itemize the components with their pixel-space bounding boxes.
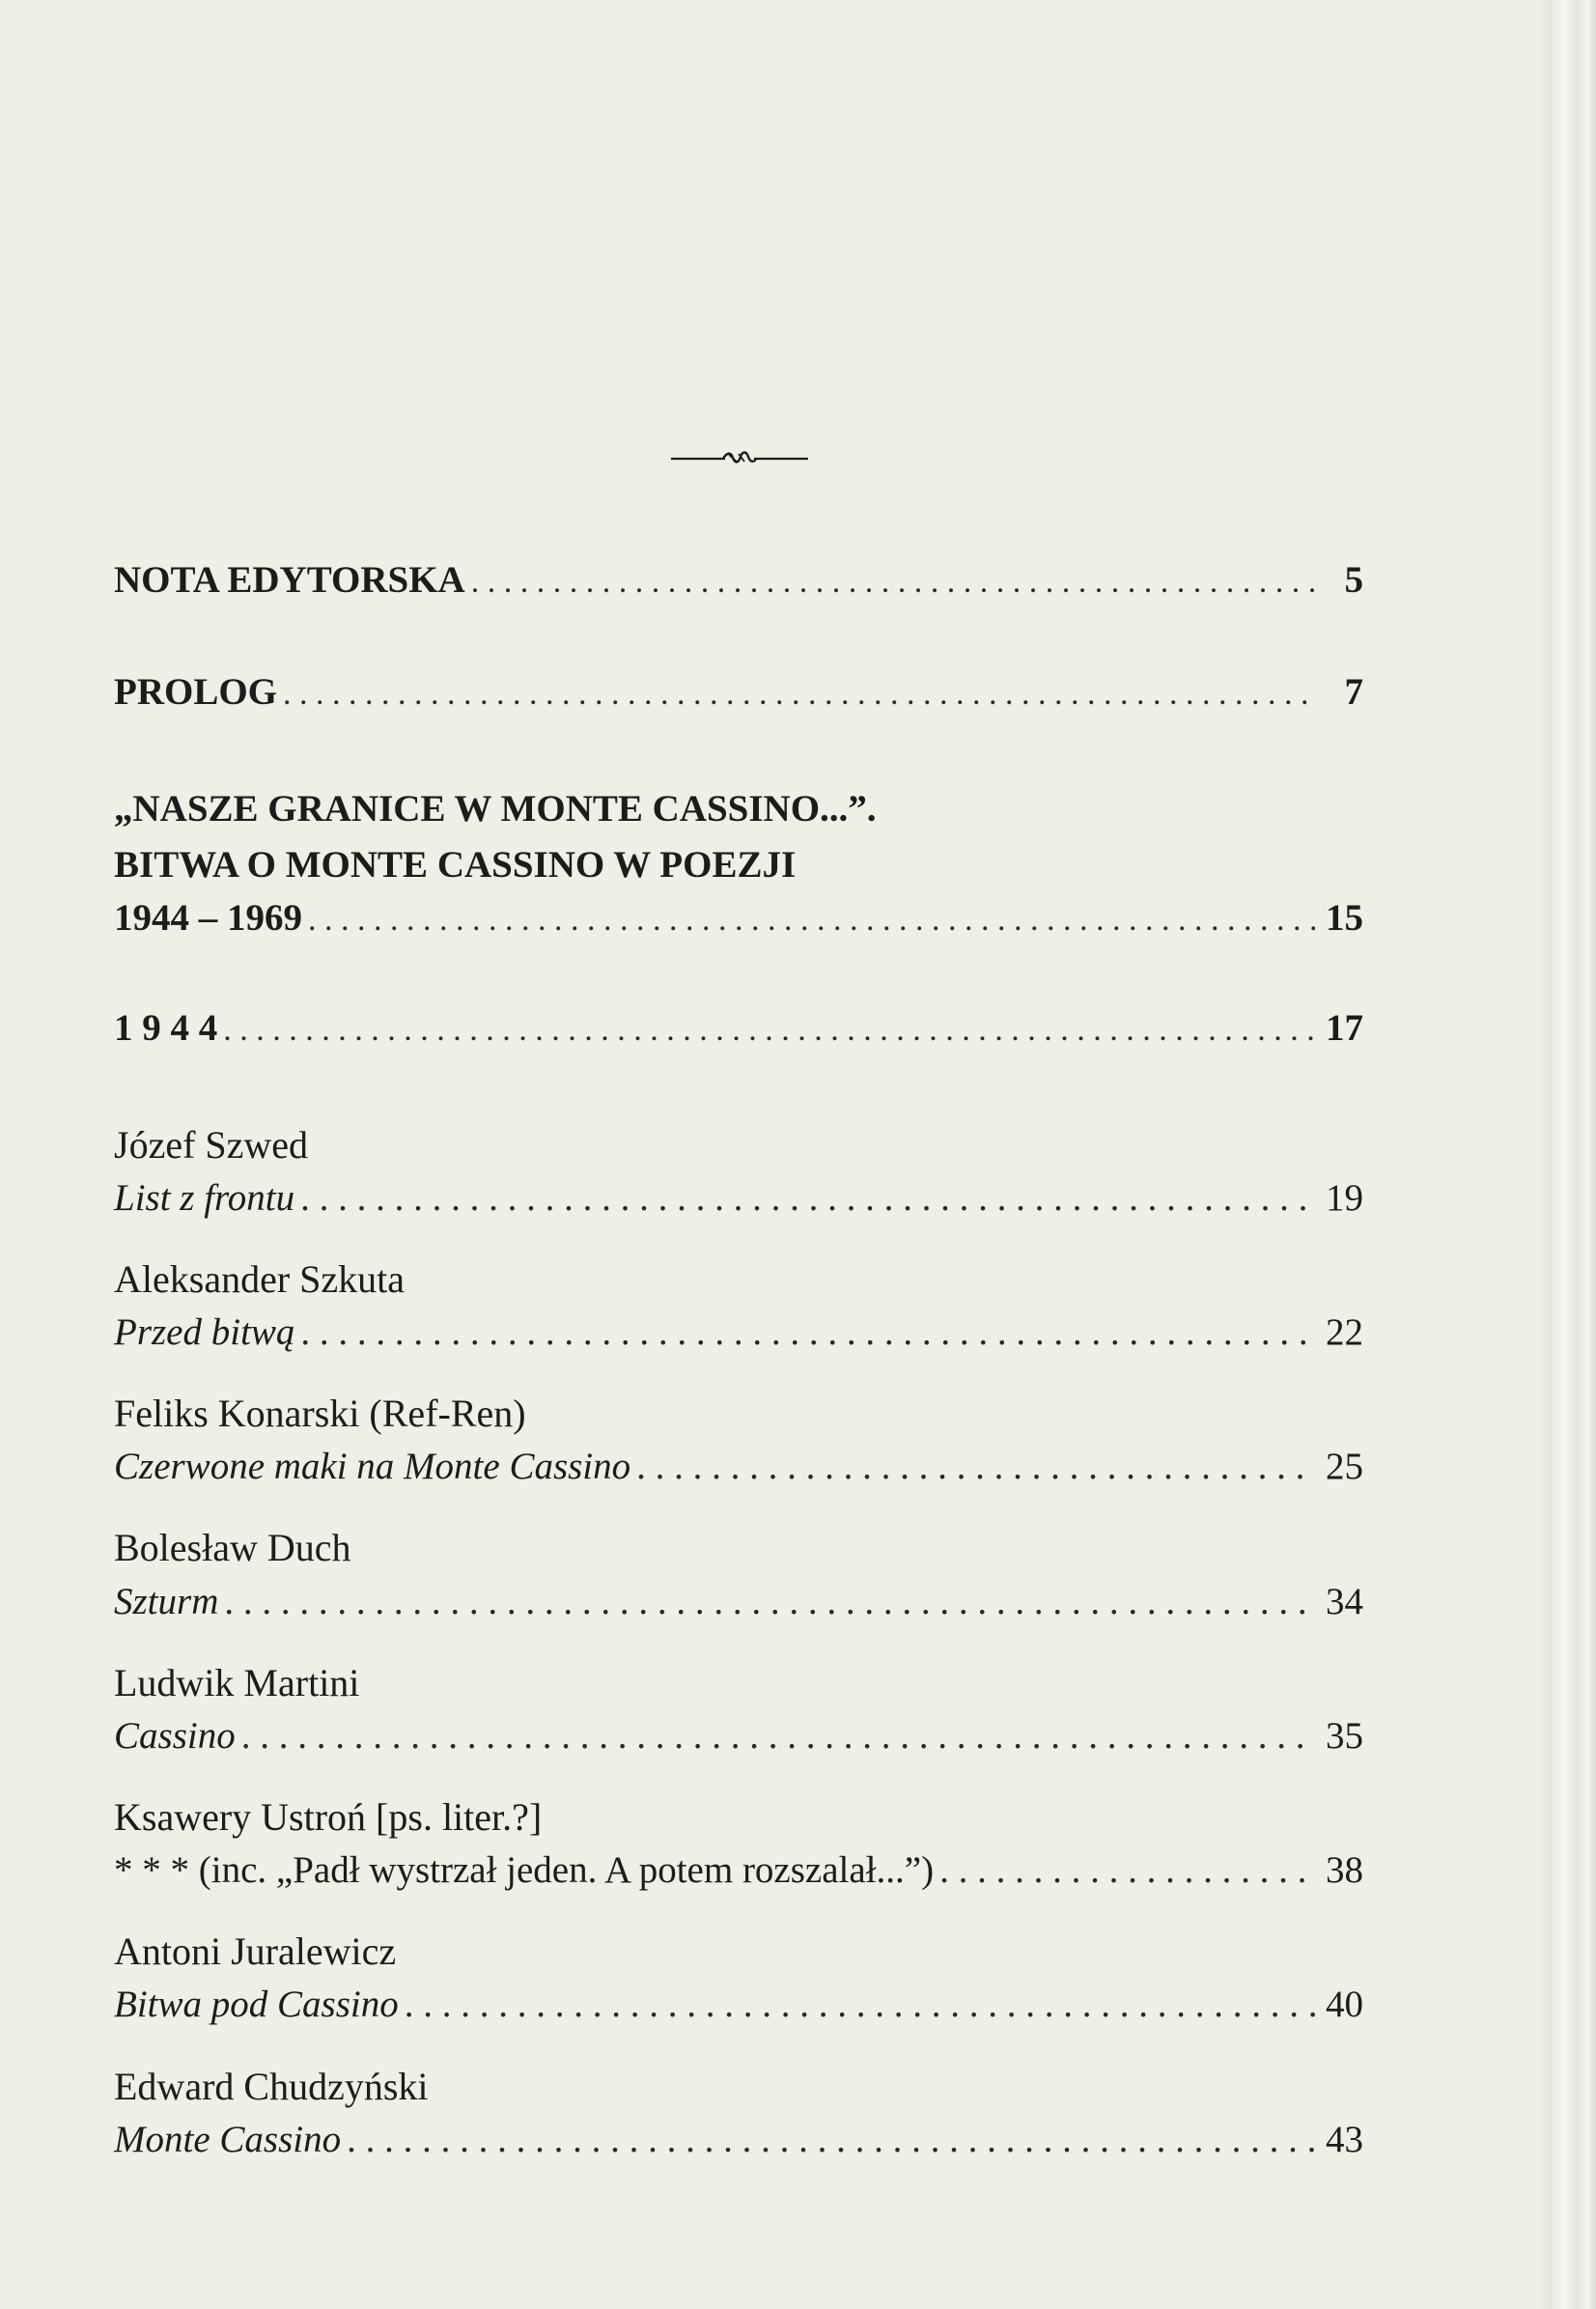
poem-author: Aleksander Szkuta [114, 1257, 406, 1301]
poem-title: Czerwone maki na Monte Cassino [114, 1446, 631, 1487]
section-title-line-1: „NASZE GRANICE W MONTE CASSINO...”. [114, 788, 877, 830]
page-shadow [1538, 0, 1552, 2309]
dot-leader [308, 902, 1315, 939]
poem-title: List z frontu [114, 1177, 295, 1219]
poem-page: 38 [1326, 1849, 1363, 1891]
poem-author: Ludwik Martini [114, 1661, 360, 1704]
poem-entry[interactable] [114, 1176, 1363, 1234]
poem-author: Bolesław Duch [114, 1526, 351, 1569]
toc-entry-page: 15 [1326, 897, 1363, 939]
year-title: 1 9 4 4 [114, 1007, 218, 1049]
poem-author: Feliks Konarski (Ref-Ren) [114, 1392, 526, 1435]
poem-entry[interactable] [114, 2118, 1363, 2176]
poem-page: 35 [1326, 1715, 1363, 1757]
toc-entry-title: NOTA EDYTORSKA [114, 559, 465, 601]
dot-leader [405, 1983, 1315, 2026]
poem-page: 19 [1326, 1177, 1363, 1219]
poem-page: 34 [1326, 1581, 1363, 1622]
poem-title: Cassino [114, 1715, 236, 1757]
poem-title: Monte Cassino [114, 2119, 342, 2160]
dot-leader [223, 1012, 1315, 1049]
dot-leader [471, 564, 1315, 601]
poem-entry[interactable] [114, 1445, 1363, 1503]
dot-leader [939, 1848, 1315, 1892]
toc-entry-year[interactable] [114, 1006, 1363, 1064]
poem-page: 40 [1326, 1984, 1363, 2025]
poem-page: 25 [1326, 1446, 1363, 1487]
poem-author: Antoni Juralewicz [114, 1929, 397, 1973]
poem-author: Ksawery Ustroń [ps. liter.?] [114, 1795, 543, 1839]
ornament-divider-icon [667, 442, 812, 473]
poem-title: * * * (inc. „Padł wystrzał jeden. A potem rozszalał...”) [114, 1849, 935, 1891]
toc-entry-page: 17 [1326, 1007, 1363, 1049]
poem-entry[interactable] [114, 1714, 1363, 1772]
poem-title: Bitwa pod Cassino [114, 1984, 399, 2025]
poem-title: Przed bitwą [114, 1311, 295, 1353]
poem-entry[interactable] [114, 1310, 1363, 1368]
toc-entry-page: 5 [1344, 559, 1363, 601]
section-title-line-2: BITWA O MONTE CASSINO W POEZJI [114, 844, 797, 886]
poem-entry[interactable] [114, 1580, 1363, 1638]
poem-entry[interactable] [114, 1848, 1363, 1906]
toc-entry-section[interactable] [114, 896, 1363, 954]
dot-leader [241, 1714, 1315, 1758]
dot-leader [347, 2118, 1315, 2161]
dot-leader [636, 1445, 1315, 1488]
toc-entry-title: PROLOG [114, 671, 278, 713]
poem-title: Szturm [114, 1581, 219, 1622]
poem-author: Edward Chudzyński [114, 2065, 429, 2108]
dot-leader [300, 1176, 1315, 1220]
dot-leader [283, 676, 1315, 713]
poem-author: Józef Szwed [114, 1123, 309, 1167]
poem-page: 43 [1326, 2119, 1363, 2160]
section-title-line-3: 1944 – 1969 [114, 897, 302, 939]
toc-entry-nota-edytorska[interactable] [114, 558, 1363, 616]
page-edge [1552, 0, 1596, 2309]
poem-entry[interactable] [114, 1983, 1363, 2041]
toc-entry-prolog[interactable] [114, 670, 1363, 728]
toc-entry-page: 7 [1344, 671, 1363, 713]
poem-page: 22 [1326, 1311, 1363, 1353]
dot-leader [224, 1580, 1315, 1623]
dot-leader [300, 1310, 1315, 1354]
